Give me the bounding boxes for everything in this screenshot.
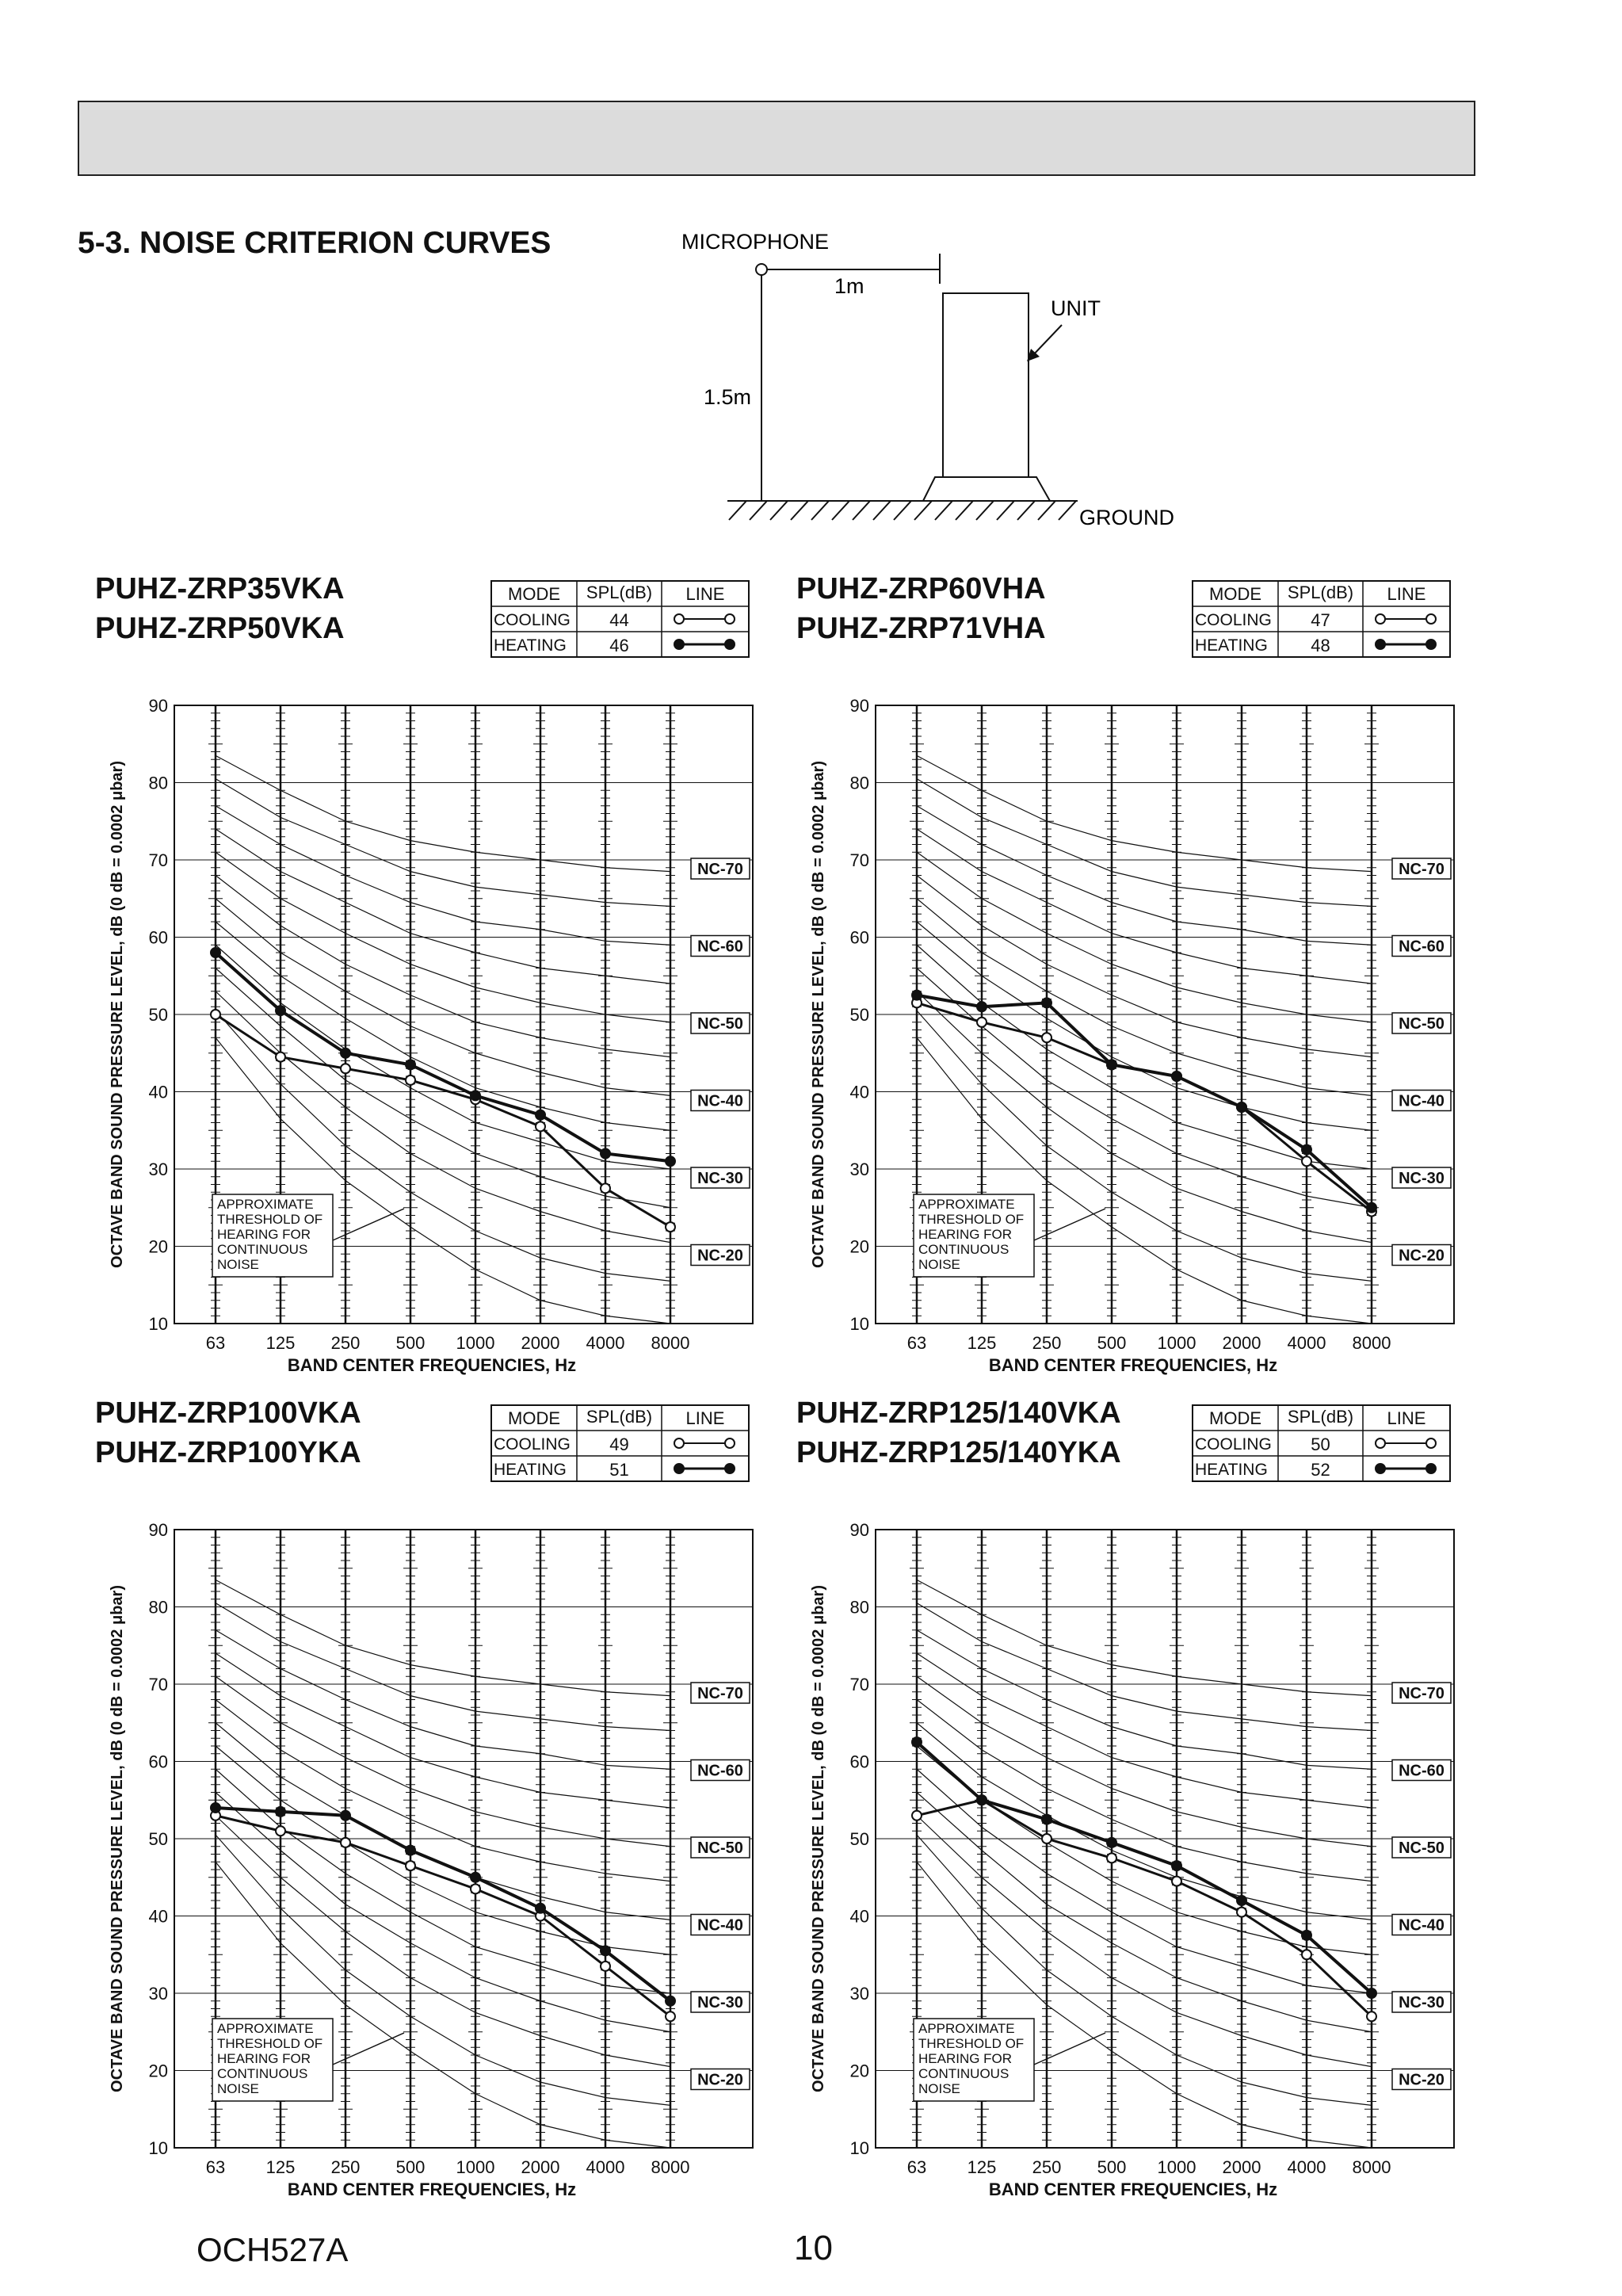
legend-marker-heating: [725, 1464, 735, 1473]
x-tick-label: 2000: [521, 2157, 560, 2177]
legend-marker-heating: [674, 640, 684, 649]
data-point-heating: [1237, 1102, 1246, 1112]
x-axis-title: BAND CENTER FREQUENCIES, Hz: [287, 2179, 577, 2199]
x-axis-title: BAND CENTER FREQUENCIES, Hz: [287, 1355, 577, 1375]
nc-label: NC-50: [1399, 1839, 1445, 1857]
data-point-heating: [211, 948, 220, 957]
data-point-cooling: [406, 1861, 415, 1870]
nc-label: NC-40: [1399, 1916, 1445, 1935]
data-point-heating: [601, 1149, 610, 1159]
data-point-cooling: [536, 1121, 545, 1131]
data-point-cooling: [276, 1826, 285, 1836]
legend-mode-cooling: COOLING: [494, 611, 571, 629]
legend-marker-heating: [1376, 1464, 1385, 1473]
x-tick-label: 2000: [1222, 1333, 1261, 1353]
legend-header-spl: SPL(dB): [1287, 583, 1354, 602]
data-point-heating: [1237, 1896, 1246, 1905]
x-tick-label: 4000: [1287, 1333, 1326, 1353]
threshold-note-line: NOISE: [217, 1257, 259, 1272]
x-tick-label: 125: [967, 1333, 997, 1353]
threshold-note-line: THRESHOLD OF: [918, 2036, 1025, 2051]
data-point-cooling: [1042, 1834, 1051, 1843]
data-point-heating: [536, 1904, 545, 1913]
threshold-note-line: NOISE: [918, 2081, 960, 2096]
legend-table: [491, 1405, 749, 1481]
x-tick-label: 2000: [521, 1333, 560, 1353]
data-point-heating: [1367, 1988, 1376, 1998]
nc-chart-panel-2: [796, 567, 1478, 1375]
y-tick-label: 90: [148, 1520, 168, 1540]
data-point-heating: [977, 1795, 987, 1805]
data-point-heating: [666, 1156, 675, 1166]
threshold-note-line: CONTINUOUS: [918, 2066, 1009, 2081]
model-title: PUHZ-ZRP125/140VKA: [796, 1396, 1121, 1430]
nc-label: NC-20: [697, 2071, 743, 2089]
microphone-icon: [756, 264, 767, 275]
data-point-cooling: [1042, 1033, 1051, 1042]
nc-label: NC-30: [697, 1994, 743, 2011]
measurement-diagram: [674, 230, 1196, 539]
legend-mode-cooling: COOLING: [1195, 1435, 1272, 1454]
header-bar: [78, 101, 1475, 176]
y-tick-label: 30: [148, 1159, 168, 1179]
data-point-cooling: [912, 1811, 922, 1820]
legend-marker-heating: [1376, 640, 1385, 649]
data-point-cooling: [601, 1183, 610, 1193]
legend-spl-heating: 46: [609, 636, 629, 655]
nc-label: NC-60: [1399, 938, 1445, 956]
y-tick-label: 10: [849, 1314, 869, 1334]
data-point-cooling: [406, 1075, 415, 1085]
legend-header-spl: SPL(dB): [1287, 1407, 1354, 1427]
x-tick-label: 500: [1097, 2157, 1127, 2177]
data-point-heating: [341, 1049, 350, 1058]
y-tick-label: 50: [148, 1005, 168, 1025]
legend-header-spl: SPL(dB): [586, 583, 653, 602]
y-tick-label: 60: [148, 1752, 168, 1772]
model-title: PUHZ-ZRP125/140YKA: [796, 1436, 1121, 1469]
y-tick-label: 40: [849, 1082, 869, 1102]
distance-label: 1m: [834, 274, 864, 298]
threshold-note-line: APPROXIMATE: [918, 1197, 1015, 1212]
y-tick-label: 80: [148, 1597, 168, 1618]
threshold-note-line: NOISE: [217, 2081, 259, 2096]
data-point-cooling: [977, 1018, 987, 1027]
data-point-heating: [912, 991, 922, 1000]
y-axis-title: OCTAVE BAND SOUND PRESSURE LEVEL, dB (0 dB = 0.0002 μbar): [109, 761, 126, 1268]
x-tick-label: 250: [330, 1333, 361, 1353]
legend-marker-heating: [725, 640, 735, 649]
legend-header-spl: SPL(dB): [586, 1407, 653, 1427]
x-tick-label: 1000: [1157, 1333, 1196, 1353]
y-axis-title: OCTAVE BAND SOUND PRESSURE LEVEL, dB (0 dB = 0.0002 μbar): [810, 1585, 827, 2092]
x-tick-label: 8000: [1352, 1333, 1391, 1353]
x-tick-label: 2000: [1222, 2157, 1261, 2177]
y-tick-label: 50: [849, 1005, 869, 1025]
nc-label: NC-50: [697, 1839, 743, 1857]
legend-marker-cooling: [674, 1438, 684, 1448]
data-point-heating: [536, 1110, 545, 1120]
y-tick-label: 70: [849, 850, 869, 870]
legend-header-line: LINE: [1387, 1408, 1426, 1428]
data-point-heating: [471, 1091, 480, 1100]
ground-label: GROUND: [1079, 506, 1174, 529]
legend-marker-heating: [1426, 1464, 1436, 1473]
data-point-heating: [1107, 1838, 1116, 1847]
threshold-note-line: NOISE: [918, 1257, 960, 1272]
legend-spl-cooling: 47: [1311, 610, 1330, 630]
y-tick-label: 40: [148, 1906, 168, 1927]
x-tick-label: 8000: [1352, 2157, 1391, 2177]
data-point-heating: [211, 1803, 220, 1813]
nc-chart-panel-4: [796, 1391, 1478, 2199]
nc-chart-panel-1: [95, 567, 777, 1375]
legend-table: [491, 581, 749, 657]
legend-header-line: LINE: [685, 584, 725, 604]
legend-mode-heating: HEATING: [494, 1461, 567, 1479]
data-point-heating: [406, 1060, 415, 1069]
data-point-heating: [1042, 1815, 1051, 1824]
data-point-heating: [1172, 1072, 1181, 1081]
nc-label: NC-60: [697, 1762, 743, 1780]
nc-chart-panel-3: [95, 1391, 777, 2199]
threshold-note-line: CONTINUOUS: [217, 2066, 308, 2081]
legend-header-mode: MODE: [508, 1408, 560, 1428]
threshold-note-line: CONTINUOUS: [217, 1242, 308, 1257]
data-point-heating: [406, 1846, 415, 1855]
nc-label: NC-40: [697, 1916, 743, 1935]
x-tick-label: 63: [906, 1333, 927, 1353]
nc-label: NC-70: [1399, 1685, 1445, 1702]
height-label: 1.5m: [704, 385, 752, 409]
legend-marker-heating: [674, 1464, 684, 1473]
x-tick-label: 250: [1032, 1333, 1062, 1353]
legend-spl-heating: 52: [1311, 1460, 1330, 1480]
legend-spl-cooling: 49: [609, 1435, 629, 1454]
legend-marker-cooling: [725, 614, 735, 624]
legend-spl-cooling: 44: [609, 610, 629, 630]
y-tick-label: 60: [148, 927, 168, 948]
x-tick-label: 4000: [1287, 2157, 1326, 2177]
data-point-cooling: [1172, 1877, 1181, 1886]
x-tick-label: 250: [330, 2157, 361, 2177]
data-point-heating: [1302, 1931, 1311, 1940]
data-point-heating: [1107, 1060, 1116, 1069]
unit-base: [923, 477, 1050, 501]
nc-label: NC-40: [697, 1092, 743, 1110]
y-tick-label: 70: [148, 1675, 168, 1694]
data-point-cooling: [276, 1052, 285, 1062]
legend-table: [1193, 1405, 1450, 1481]
x-tick-label: 4000: [586, 1333, 625, 1353]
threshold-note-line: CONTINUOUS: [918, 1242, 1009, 1257]
legend-header-mode: MODE: [1209, 1408, 1261, 1428]
data-point-heating: [471, 1873, 480, 1882]
data-point-cooling: [211, 1010, 220, 1019]
data-point-cooling: [601, 1962, 610, 1971]
y-tick-label: 90: [849, 696, 869, 716]
model-title: PUHZ-ZRP60VHA: [796, 572, 1046, 606]
y-axis-title: OCTAVE BAND SOUND PRESSURE LEVEL, dB (0 dB = 0.0002 μbar): [810, 761, 827, 1268]
y-tick-label: 60: [849, 927, 869, 948]
data-point-heating: [1367, 1203, 1376, 1213]
data-point-cooling: [1302, 1950, 1311, 1959]
threshold-note-line: HEARING FOR: [918, 2051, 1013, 2066]
data-point-cooling: [1367, 2011, 1376, 2021]
model-title: PUHZ-ZRP71VHA: [796, 612, 1046, 645]
nc-label: NC-50: [697, 1015, 743, 1033]
nc-label: NC-70: [697, 861, 743, 878]
x-tick-label: 1000: [456, 1333, 495, 1353]
nc-label: NC-30: [1399, 1170, 1445, 1187]
section-title: 5-3. NOISE CRITERION CURVES: [78, 226, 551, 260]
x-tick-label: 125: [265, 2157, 296, 2177]
y-tick-label: 80: [849, 773, 869, 793]
legend-spl-heating: 48: [1311, 636, 1330, 655]
x-axis-title: BAND CENTER FREQUENCIES, Hz: [988, 2179, 1278, 2199]
model-title: PUHZ-ZRP35VKA: [95, 572, 345, 606]
x-axis-title: BAND CENTER FREQUENCIES, Hz: [988, 1355, 1278, 1375]
x-tick-label: 500: [1097, 1333, 1127, 1353]
data-point-heating: [341, 1811, 350, 1820]
x-tick-label: 4000: [586, 2157, 625, 2177]
legend-header-mode: MODE: [508, 584, 560, 604]
data-point-cooling: [1237, 1908, 1246, 1917]
x-tick-label: 250: [1032, 2157, 1062, 2177]
y-tick-label: 90: [849, 1520, 869, 1540]
legend-mode-cooling: COOLING: [494, 1435, 571, 1454]
x-tick-label: 1000: [456, 2157, 495, 2177]
x-tick-label: 500: [395, 1333, 426, 1353]
y-tick-label: 80: [849, 1597, 869, 1618]
legend-marker-cooling: [1376, 614, 1385, 624]
data-point-heating: [977, 1002, 987, 1011]
unit-label: UNIT: [1051, 296, 1101, 320]
legend-marker-cooling: [1426, 614, 1436, 624]
legend-header-mode: MODE: [1209, 584, 1261, 604]
model-title: PUHZ-ZRP100YKA: [95, 1436, 361, 1469]
threshold-note-line: HEARING FOR: [217, 1227, 311, 1242]
data-point-heating: [1042, 998, 1051, 1007]
data-point-cooling: [1107, 1853, 1116, 1862]
legend-spl-cooling: 50: [1311, 1435, 1330, 1454]
unit-box: [943, 293, 1029, 480]
threshold-note-line: APPROXIMATE: [217, 2021, 314, 2036]
threshold-note-line: APPROXIMATE: [217, 1197, 314, 1212]
y-tick-label: 10: [148, 2138, 168, 2158]
data-point-cooling: [471, 1884, 480, 1893]
nc-label: NC-20: [1399, 2071, 1445, 2089]
ground-hatch: [729, 501, 1076, 520]
y-tick-label: 10: [148, 1314, 168, 1334]
threshold-note-line: HEARING FOR: [918, 1227, 1013, 1242]
nc-label: NC-30: [697, 1170, 743, 1187]
legend-marker-cooling: [1376, 1438, 1385, 1448]
x-tick-label: 63: [205, 1333, 226, 1353]
data-point-heating: [601, 1946, 610, 1955]
x-tick-label: 8000: [651, 2157, 690, 2177]
y-tick-label: 80: [148, 773, 168, 793]
data-point-heating: [666, 1996, 675, 2006]
data-point-cooling: [666, 1222, 675, 1232]
x-tick-label: 63: [906, 2157, 927, 2177]
data-point-heating: [912, 1737, 922, 1747]
model-title: PUHZ-ZRP50VKA: [95, 612, 345, 645]
y-tick-label: 40: [148, 1082, 168, 1102]
x-tick-label: 1000: [1157, 2157, 1196, 2177]
model-title: PUHZ-ZRP100VKA: [95, 1396, 361, 1430]
data-point-cooling: [1302, 1156, 1311, 1166]
y-tick-label: 20: [148, 1236, 168, 1257]
x-tick-label: 125: [967, 2157, 997, 2177]
threshold-note-line: THRESHOLD OF: [217, 2036, 323, 2051]
nc-label: NC-60: [1399, 1762, 1445, 1780]
nc-label: NC-50: [1399, 1015, 1445, 1033]
y-tick-label: 50: [148, 1829, 168, 1849]
y-tick-label: 20: [148, 2061, 168, 2081]
y-tick-label: 10: [849, 2138, 869, 2158]
threshold-note-line: THRESHOLD OF: [217, 1212, 323, 1227]
y-tick-label: 30: [849, 1159, 869, 1179]
legend-header-line: LINE: [1387, 584, 1426, 604]
legend-mode-heating: HEATING: [1195, 636, 1268, 655]
x-tick-label: 63: [205, 2157, 226, 2177]
nc-label: NC-20: [697, 1247, 743, 1265]
data-point-cooling: [666, 2011, 675, 2021]
x-tick-label: 500: [395, 2157, 426, 2177]
y-tick-label: 90: [148, 696, 168, 716]
data-point-cooling: [341, 1064, 350, 1073]
legend-mode-heating: HEATING: [1195, 1461, 1268, 1479]
nc-label: NC-60: [697, 938, 743, 956]
threshold-note-line: APPROXIMATE: [918, 2021, 1015, 2036]
nc-label: NC-40: [1399, 1092, 1445, 1110]
y-tick-label: 70: [148, 850, 168, 870]
data-point-heating: [276, 1006, 285, 1015]
x-tick-label: 125: [265, 1333, 296, 1353]
y-tick-label: 40: [849, 1906, 869, 1927]
y-axis-title: OCTAVE BAND SOUND PRESSURE LEVEL, dB (0 dB = 0.0002 μbar): [109, 1585, 126, 2092]
nc-label: NC-70: [697, 1685, 743, 1702]
y-tick-label: 20: [849, 1236, 869, 1257]
legend-mode-cooling: COOLING: [1195, 611, 1272, 629]
y-tick-label: 30: [148, 1984, 168, 2004]
legend-marker-cooling: [1426, 1438, 1436, 1448]
data-point-heating: [276, 1807, 285, 1817]
legend-marker-cooling: [725, 1438, 735, 1448]
threshold-note-line: THRESHOLD OF: [918, 1212, 1025, 1227]
y-tick-label: 30: [849, 1984, 869, 2004]
nc-label: NC-30: [1399, 1994, 1445, 2011]
y-tick-label: 20: [849, 2061, 869, 2081]
legend-marker-heating: [1426, 640, 1436, 649]
nc-label: NC-70: [1399, 861, 1445, 878]
nc-label: NC-20: [1399, 1247, 1445, 1265]
data-point-cooling: [341, 1838, 350, 1847]
y-tick-label: 70: [849, 1675, 869, 1694]
y-tick-label: 60: [849, 1752, 869, 1772]
legend-header-line: LINE: [685, 1408, 725, 1428]
legend-marker-cooling: [674, 614, 684, 624]
data-point-heating: [1172, 1861, 1181, 1870]
data-point-heating: [1302, 1145, 1311, 1155]
legend-spl-heating: 51: [609, 1460, 629, 1480]
page-number: 10: [794, 2229, 833, 2267]
x-tick-label: 8000: [651, 1333, 690, 1353]
microphone-label: MICROPHONE: [681, 230, 830, 254]
document-code: OCH527A: [197, 2231, 349, 2268]
y-tick-label: 50: [849, 1829, 869, 1849]
threshold-note-line: HEARING FOR: [217, 2051, 311, 2066]
legend-mode-heating: HEATING: [494, 636, 567, 655]
legend-table: [1193, 581, 1450, 657]
